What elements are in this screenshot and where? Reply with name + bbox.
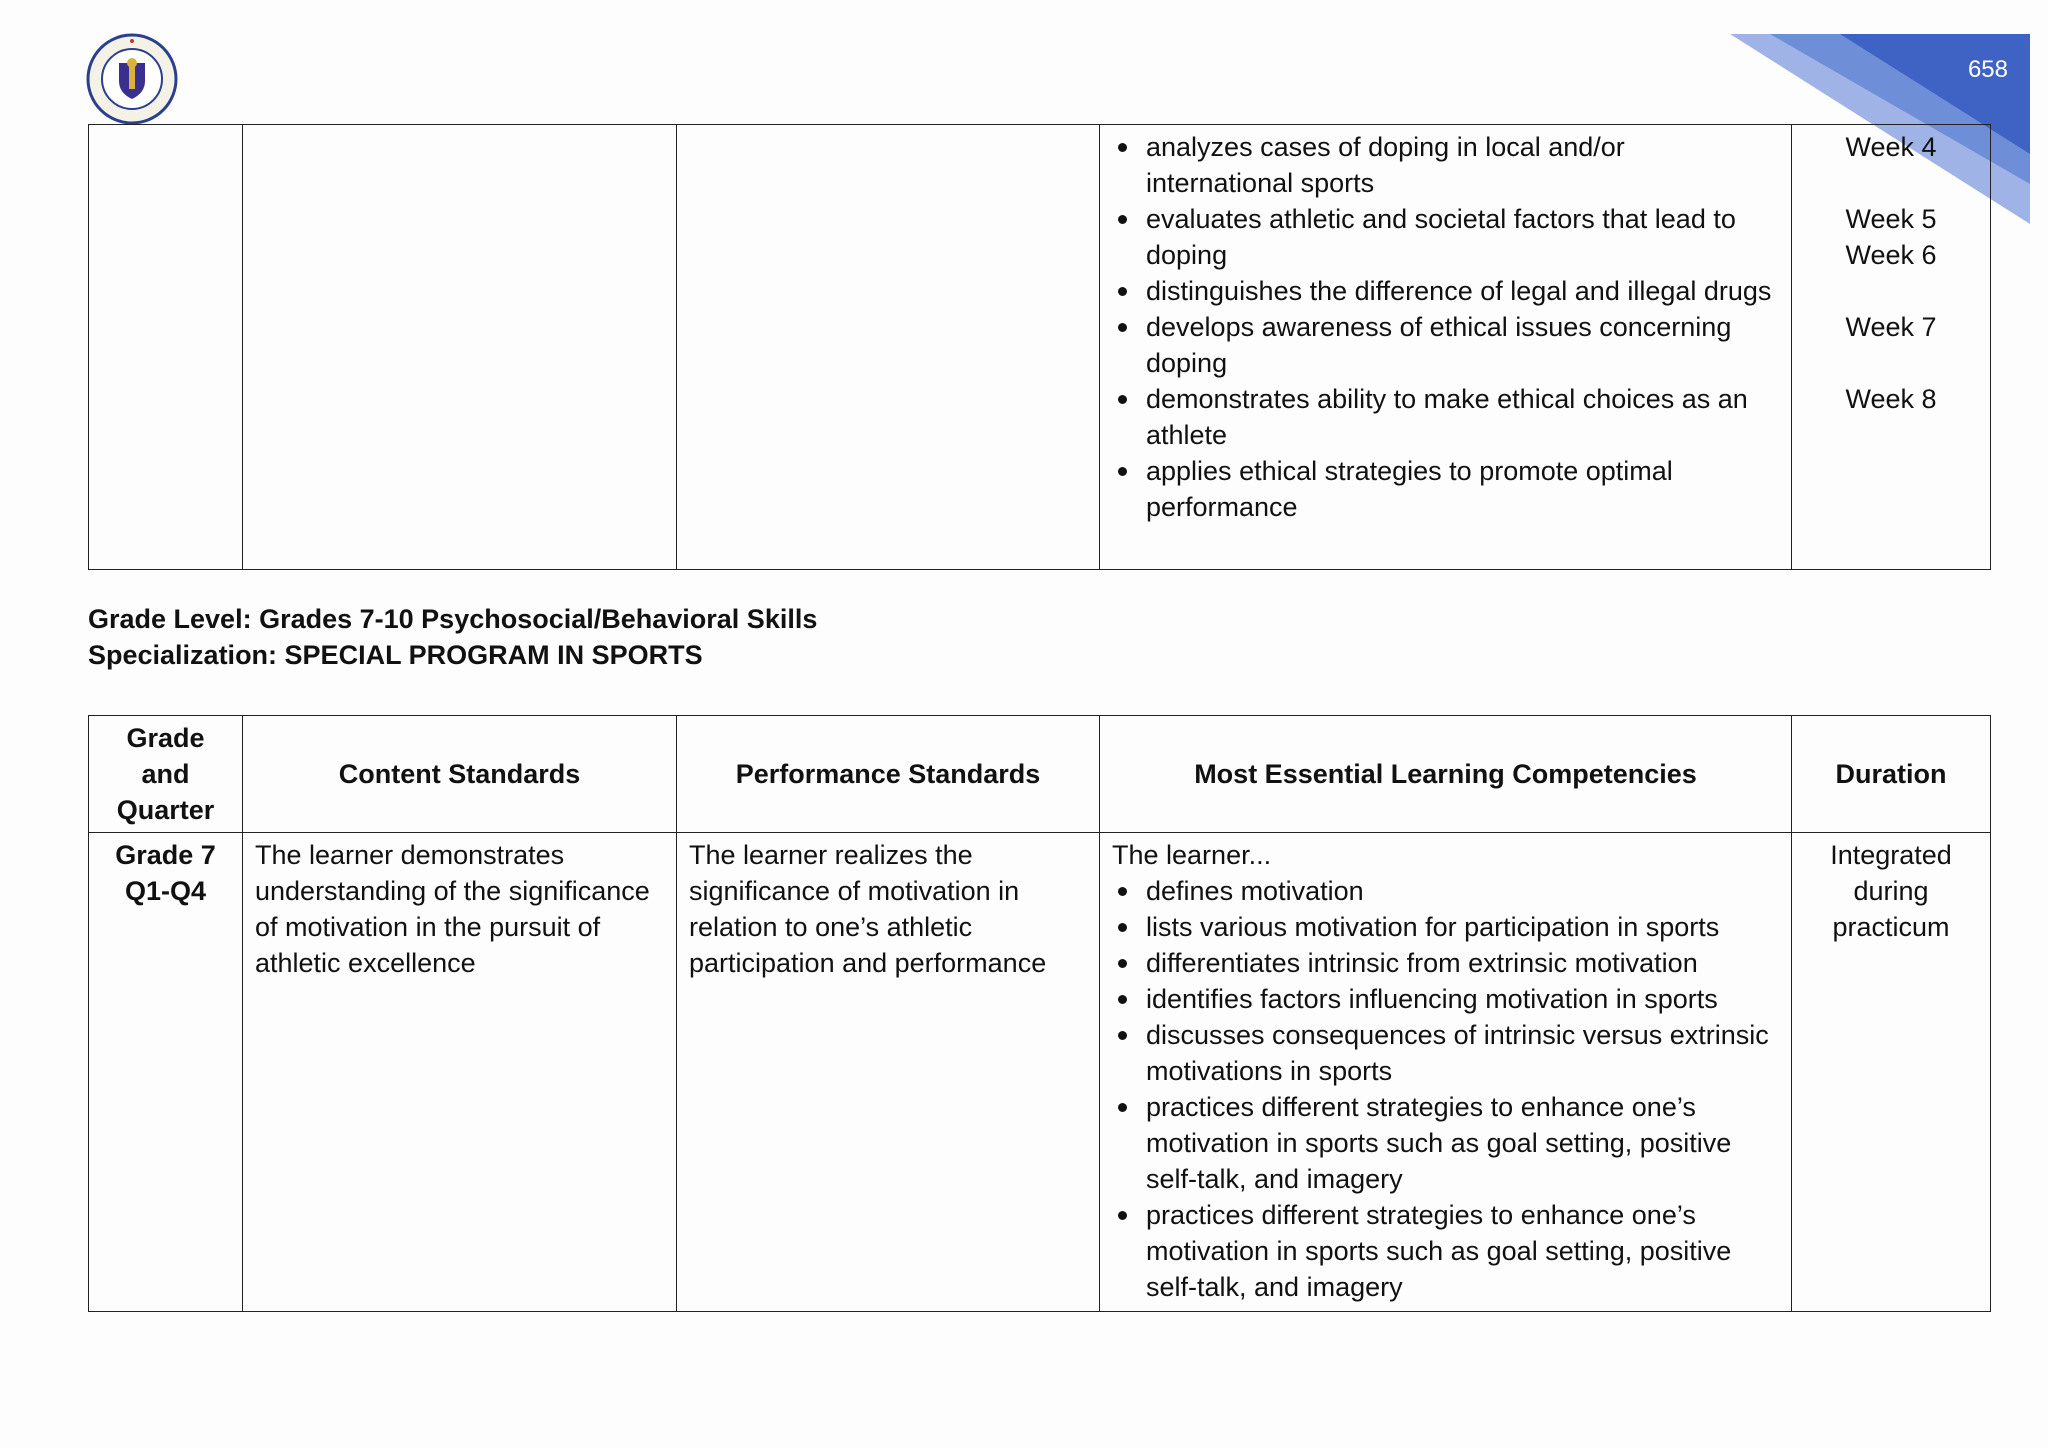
- header-performance-standards: Performance Standards: [677, 716, 1100, 833]
- empty-cell: [89, 125, 243, 570]
- competency-list: [1112, 873, 1779, 1305]
- deped-seal-logo: [86, 33, 178, 125]
- table-row: [89, 125, 1991, 570]
- list-item: distinguishes the difference of legal and illegal drugs: [1112, 273, 1779, 309]
- page-number: 658: [1967, 56, 2008, 83]
- competencies-cell: [1100, 125, 1792, 570]
- week-label: Week 4: [1845, 132, 1937, 162]
- header-melc: Most Essential Learning Competencies: [1100, 716, 1792, 833]
- list-item: lists various motivation for participation in sports: [1112, 909, 1779, 945]
- week-label: Week 7: [1845, 312, 1937, 342]
- list-item: defines motivation: [1112, 873, 1779, 909]
- header-duration: Duration: [1792, 716, 1991, 833]
- competency-list: [1112, 129, 1779, 525]
- list-item: practices different strategies to enhance one’s motivation in sports such as goal setting, positive self-talk, and imagery: [1112, 1197, 1779, 1305]
- performance-standard-cell: The learner realizes the significance of motivation in relation to one’s athletic participation and performance: [677, 833, 1100, 1312]
- curriculum-table: [88, 715, 1991, 1312]
- duration-cell: Integrated during practicum: [1792, 833, 1991, 1312]
- grade-level-heading: Grade Level: Grades 7-10 Psychosocial/Behavioral Skills: [88, 604, 818, 634]
- table-row: [89, 833, 1991, 1312]
- header-row: [89, 716, 1991, 833]
- list-item: applies ethical strategies to promote optimal performance: [1112, 453, 1779, 525]
- list-item: identifies factors influencing motivation in sports: [1112, 981, 1779, 1017]
- list-item: analyzes cases of doping in local and/or international sports: [1112, 129, 1779, 201]
- header-grade-quarter: Grade and Quarter: [89, 716, 243, 833]
- list-item: practices different strategies to enhance one’s motivation in sports such as goal setting, positive self-talk, and imagery: [1112, 1089, 1779, 1197]
- list-item: evaluates athletic and societal factors that lead to doping: [1112, 201, 1779, 273]
- content-standard-cell: The learner demonstrates understanding of the significance of motivation in the pursuit of athletic excellence: [243, 833, 677, 1312]
- grade-label: Grade 7: [115, 840, 216, 870]
- list-item: differentiates intrinsic from extrinsic motivation: [1112, 945, 1779, 981]
- duration-cell: [1792, 125, 1991, 570]
- week-label: Week 8: [1845, 384, 1937, 414]
- header-content-standards: Content Standards: [243, 716, 677, 833]
- empty-cell: [677, 125, 1100, 570]
- continued-table: [88, 124, 1991, 570]
- week-label: Week 5: [1845, 204, 1937, 234]
- list-item: develops awareness of ethical issues concerning doping: [1112, 309, 1779, 381]
- empty-cell: [243, 125, 677, 570]
- list-item: demonstrates ability to make ethical choices as an athlete: [1112, 381, 1779, 453]
- week-label: Week 6: [1845, 240, 1937, 270]
- competencies-cell: [1100, 833, 1792, 1312]
- list-item: discusses consequences of intrinsic versus extrinsic motivations in sports: [1112, 1017, 1779, 1089]
- quarter-label: Q1-Q4: [124, 876, 207, 906]
- competency-intro: The learner...: [1112, 840, 1272, 870]
- specialization-heading: Specialization: SPECIAL PROGRAM IN SPORTS: [88, 640, 703, 670]
- grade-quarter-cell: [89, 833, 243, 1312]
